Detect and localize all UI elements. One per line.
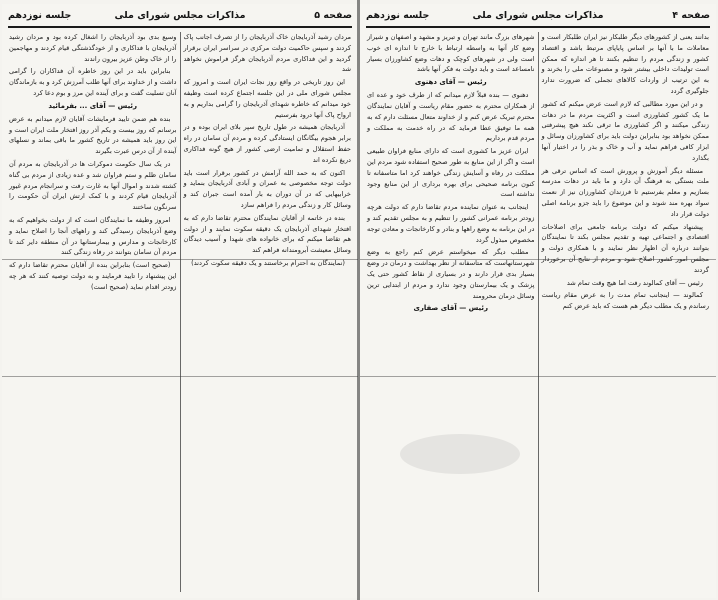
- paragraph: در یک سال حکومت دموکرات ها در آذربایجان به مردم آن سامان ظلم و ستم فراوان شد و عده زیادی از مردم بی گناه کشته شدند و اموال آنها به غارت رفت و سرانجام مردم غیور آذربایجان قیام کردند و با کمک ارتش ایران آن حکومت را سرنگون ساختند: [9, 159, 177, 212]
- speaker-heading: رئیس — آقای صفاری: [413, 304, 489, 313]
- page-5: [2, 4, 358, 598]
- paragraph: اکنون که به حمد الله آرامش در کشور برقرار است باید دولت توجه مخصوصی به عمران و آبادی آذربایجان بنماید و خرابیهایی که در آن دوران به بار آمده است جبران کند و وسائل کار و زندگی مردم را فراهم سازد: [183, 168, 351, 209]
- page-header: [366, 8, 710, 24]
- scan-artifact-line: [2, 376, 358, 377]
- paragraph: دهنوی — بنده قبلاً لازم میدانم که از طرف خود و عده ای از همکاران محترم به حضور مقام ریاست و آقایان نمایندگان محترم تبریک عرض کنم و از خداوند متعال مسئلت دارم که به همه ما توفیق عطا فرماید که در راه خدمت به مملکت و مردم قدم برداریم: [367, 91, 535, 143]
- paragraph: شهرهای بزرگ مانند تهران و تبریز و مشهد و اصفهان و شیراز وضع کار آنها به واسطه ارتباط با خارج تا اندازه ای خوب است ولی در شهرهای کوچک و دهات وضع کشاورزان بسیار نامساعد است و باید دولت به فکر آنها باشد: [367, 33, 535, 74]
- speaker-heading: رئیس — آقای ... بفرمائید: [48, 101, 138, 110]
- paragraph: رئیس — آقای کمالوند رفت اما هیچ وقت تمام شد: [566, 278, 703, 287]
- header-rule: [8, 26, 352, 28]
- page-header: [8, 8, 352, 24]
- session-label: جلسه نوزدهم: [366, 10, 430, 21]
- paragraph: بنده هم ضمن تایید فرمایشات آقایان لازم میدانم به عرض برسانم که روز بیست و یکم آذر روز افتخار ملت ایران است و این روز باید همیشه در تاریخ کشور ما باقی بماند و نسلهای آینده از آن درس عبرت بگیرند: [9, 114, 177, 156]
- page-number: صفحه ۵: [314, 10, 352, 21]
- publication-title: مذاکرات مجلس شورای ملی: [114, 10, 246, 21]
- paragraph: آذربایجان همیشه در طول تاریخ سپر بلای ایران بوده و در برابر هجوم بیگانگان ایستادگی کرده و مردم آن سامان در راه حفظ استقلال و تمامیت ارضی کشور از هیچ گونه فداکاری دریغ نکرده اند: [183, 123, 351, 164]
- paragraph: اینجانب به عنوان نماینده مردم تقاضا دارم که دولت هرچه زودتر برنامه عمرانی کشور را تنظیم و به مجلس تقدیم کند و در این برنامه به وضع راهها و بنادر و کارخانجات و معادن توجه مخصوص مبذول گردد: [367, 203, 535, 244]
- paragraph: مسئله دیگر آموزش و پرورش است که اساس ترقی هر ملت بستگی به فرهنگ آن دارد و ما باید در دهات مدرسه بسازیم و معلم بفرستیم تا فرزندان کشاورزان نیز از نعمت سواد بهره مند شوند و این موضوع را باید جزو برنامه اصلی دولت قرار داد: [541, 166, 709, 218]
- scan-smudge: [400, 434, 520, 474]
- paragraph: پیشنهاد میکنم که دولت برنامه جامعی برای اصلاحات اقتصادی و اجتماعی تهیه و تقدیم مجلس بکند تا نمایندگان بتوانند درباره آن اظهار نظر نمایند و با همکاری دولت و مجلس امور کشور اصلاح شود و مردم از نتایج آن برخوردار گردند: [541, 222, 709, 274]
- paragraph: وسیع بدی بود آذربایجان را اشغال کرده بود و مردان رشید آذربایجان با فداکاری و از خودگذشتگی قیام کردند و مهاجمین را از خاک وطن عزیز بیرون راندند: [9, 33, 177, 63]
- paragraph: ایران عزیز ما کشوری است که دارای منابع فراوان طبیعی است و اگر از این منابع به طور صحیح استفاده شود مردم این مملکت در رفاه و آسایش زندگی خواهند کرد اما متاسفانه تا کنون برنامه صحیحی برای بهره برداری از این منابع وجود نداشته است: [367, 147, 535, 199]
- text-columns: [6, 32, 354, 592]
- column-rule: [538, 32, 539, 592]
- scan-artifact-line: [360, 259, 716, 260]
- text-columns: [364, 32, 712, 592]
- text-column-left: [364, 32, 538, 592]
- column-rule: [180, 32, 181, 592]
- scan-artifact-line: [2, 259, 358, 260]
- text-column-right: [181, 32, 355, 592]
- paragraph: کمالوند — اینجانب تمام مدت را به عرض مقام ریاست رساندم و یک مطلب دیگر هم هست که باید عرض کنم: [541, 291, 709, 311]
- paragraph: مردان رشید آذربایجان خاک آذربایجان را از تصرف اجانب پاک کردند و سپس حاکمیت دولت مرکزی در سراسر ایران برقرار گردید و این فداکاری مردم آذربایجان هرگز فراموش نخواهد شد: [183, 33, 351, 74]
- paragraph: (صحیح است) بنابراین بنده از آقایان محترم تقاضا دارم که این پیشنهاد را تایید فرمایند و به دولت توصیه کنند که هر چه زودتر اقدام نماید (صحیح است): [9, 261, 177, 291]
- session-label: جلسه نوزدهم: [8, 10, 72, 21]
- scan-artifact-line: [360, 376, 716, 377]
- header-rule: [366, 26, 710, 28]
- paragraph: و در این مورد مطالبی که لازم است عرض میکنم که کشور ما یک کشور کشاورزی است و اکثریت مردم ما در دهات زندگی میکنند و اگر کشاورزی ما ترقی نکند هیچ پیشرفتی ممکن نخواهد بود بنابراین دولت باید برای کشاورزان وسائل و ابزار کافی فراهم نماید و آب و خاک و بذر را در اختیار آنها بگذارد: [541, 99, 709, 162]
- paragraph: بنده در خاتمه از آقایان نمایندگان محترم تقاضا دارم که به افتخار شهدای آذربایجان یک دقیقه سکوت نمایند و از دولت هم تقاضا میکنم که برای خانواده های شهدا و آسیب دیدگان وسائل معیشت آبرومندانه فراهم کند: [183, 213, 351, 255]
- text-column-right: [539, 32, 713, 592]
- publication-title: مذاکرات مجلس شورای ملی: [472, 10, 604, 21]
- paragraph: مطلب دیگر که میخواستم عرض کنم راجع به وضع شهرستانهاست که متاسفانه از نظر بهداشت و درمان در وضع بسیار بدی قرار دارند و در بسیاری از نقاط کشور حتی یک پزشک و یک بیمارستان وجود ندارد و مردم از ابتدایی ترین وسائل درمان محرومند: [367, 248, 535, 300]
- speaker-heading: رئیس — آقای دهنوی: [414, 78, 487, 87]
- paragraph: (نمایندگان به احترام برخاستند و یک دقیقه سکوت کردند): [191, 258, 345, 267]
- paragraph: امروز وظیفه ما نمایندگان است که از دولت بخواهیم که به وضع آذربایجان رسیدگی کند و راههای آنجا را اصلاح نماید و کارخانجات و مدارس و بیمارستانها در آن منطقه دایر کند تا مردم آن سامان بتوانند در رفاه زندگی کنند: [9, 215, 177, 257]
- paragraph: این روز تاریخی در واقع روز نجات ایران است و امروز که مجلس شورای ملی در این جلسه اجتماع کرده است وظیفه خود میدانم که خاطره شهدای آذربایجان را گرامی بداریم و به ارواح پاک آنها درود بفرستیم: [183, 78, 351, 119]
- page-number: صفحه ۴: [672, 10, 710, 21]
- text-column-left: [6, 32, 180, 592]
- page-4: [360, 4, 716, 598]
- paragraph: بنابراین باید در این روز خاطره آن فداکاران را گرامی داشت و از خداوند برای آنها طلب آمرزش کرد و به بازماندگان آنان تسلیت گفت و برای آینده این مرز و بوم دعا کرد: [9, 67, 177, 97]
- paragraph: بدانند یعنی از کشورهای دیگر طلبکار نیز ایران طلبکار است و معاملات ما با آنها بر اساس پایاپای مرتبط باشد و اقتصاد کشور و زندگی مردم را تنظیم بکنند تا هر اندازه که ممکن است تولیدات داخلی بیشتر شود و مصنوعات ملی را بخرند و به این ترتیب از واردات کالاهای تجملی که ضرورت ندارد جلوگیری گردد: [541, 33, 709, 95]
